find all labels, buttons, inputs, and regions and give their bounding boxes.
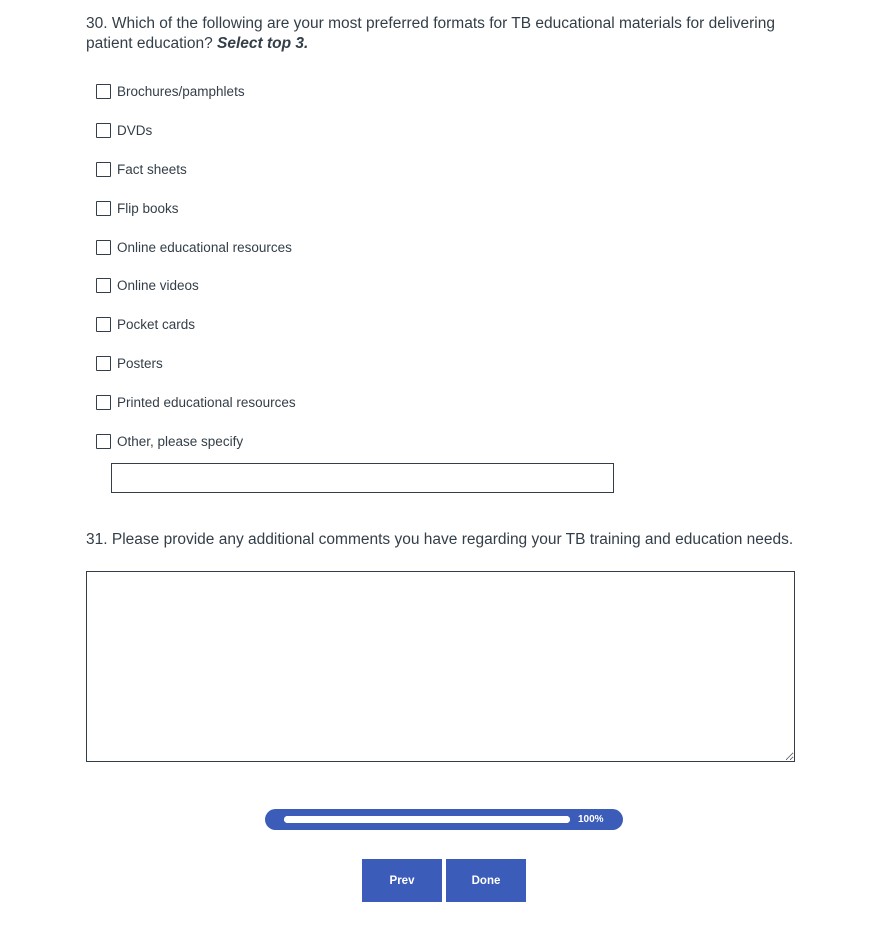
question-30-title xyxy=(86,14,806,54)
checkbox[interactable] xyxy=(96,395,111,410)
progress-fill xyxy=(284,816,570,823)
progress-percent: 100% xyxy=(578,814,604,825)
option-label: Fact sheets xyxy=(117,161,187,177)
checkbox[interactable] xyxy=(96,201,111,216)
progress-track xyxy=(284,816,570,823)
option-flip-books[interactable] xyxy=(96,199,179,217)
option-brochures-pamphlets[interactable] xyxy=(96,82,245,100)
option-fact-sheets[interactable] xyxy=(96,160,187,178)
option-label: DVDs xyxy=(117,122,153,138)
option-label: Pocket cards xyxy=(117,316,196,332)
option-label: Online videos xyxy=(117,277,199,293)
checkbox[interactable] xyxy=(96,84,111,99)
checkbox[interactable] xyxy=(96,240,111,255)
question-30-number: 30. xyxy=(86,15,108,32)
checkbox[interactable] xyxy=(96,162,111,177)
question-31-title xyxy=(86,530,806,550)
question-30-text: Which of the following are your most preferred formats for TB educational materials for delivering patient education? xyxy=(86,15,775,52)
option-online-videos[interactable] xyxy=(96,276,199,294)
option-label: Flip books xyxy=(117,200,179,216)
option-label: Other, please specify xyxy=(117,433,244,449)
question-31-number: 31. xyxy=(86,531,108,548)
progress-bar xyxy=(265,809,623,830)
option-printed-educational-resources[interactable] xyxy=(96,393,296,411)
checkbox[interactable] xyxy=(96,123,111,138)
option-label: Brochures/pamphlets xyxy=(117,83,245,99)
option-label: Printed educational resources xyxy=(117,394,296,410)
option-pocket-cards[interactable] xyxy=(96,315,195,333)
checkbox[interactable] xyxy=(96,356,111,371)
option-posters[interactable] xyxy=(96,354,163,372)
option-dvds[interactable] xyxy=(96,121,152,139)
option-other[interactable] xyxy=(96,432,243,450)
checkbox[interactable] xyxy=(96,317,111,332)
checkbox[interactable] xyxy=(96,278,111,293)
question-30-emphasis: Select top 3. xyxy=(217,35,309,52)
option-label: Posters xyxy=(117,355,163,371)
prev-button[interactable]: Prev xyxy=(362,859,442,902)
option-online-educational-resources[interactable] xyxy=(96,238,292,256)
checkbox[interactable] xyxy=(96,434,111,449)
done-button[interactable]: Done xyxy=(446,859,526,902)
option-label: Online educational resources xyxy=(117,239,292,255)
question-31-text: Please provide any additional comments you have regarding your TB training and education needs. xyxy=(111,531,794,548)
other-specify-input[interactable] xyxy=(111,463,614,493)
comments-textarea[interactable] xyxy=(86,571,795,762)
